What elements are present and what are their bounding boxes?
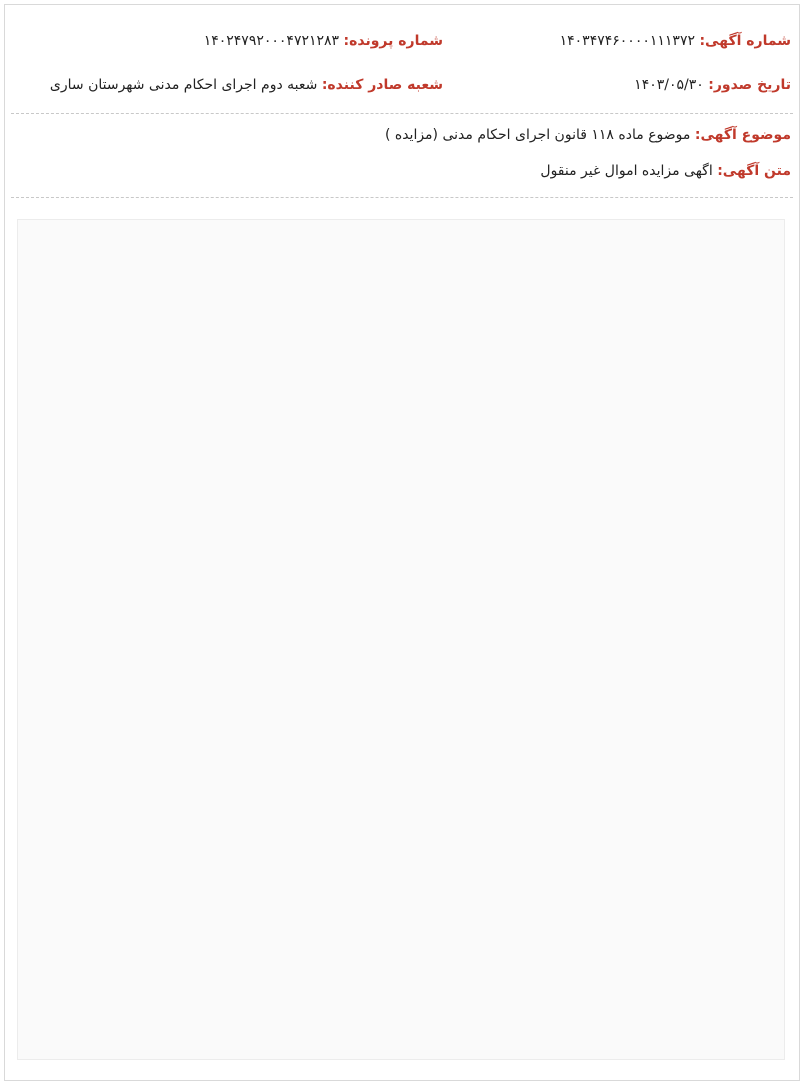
notice-text-row	[540, 163, 791, 179]
notice-text-label: متن آگهی:	[717, 163, 791, 179]
body-divider	[11, 197, 793, 198]
issuer-label: شعبه صادر کننده:	[321, 77, 443, 93]
notice-number-value: ۱۴۰۳۴۷۴۶۰۰۰۰۱۱۱۳۷۲	[559, 33, 695, 49]
file-number-label: شماره پرونده:	[343, 33, 443, 49]
notice-number-label: شماره آگهی:	[699, 33, 791, 49]
notice-document	[4, 4, 800, 1081]
issuer-value: شعبه دوم اجرای احکام مدنی شهرستان ساری	[49, 77, 318, 93]
issue-date-value: ۱۴۰۳/۰۵/۳۰	[634, 77, 704, 93]
issue-date-row	[634, 77, 791, 93]
issue-date-label: تاریخ صدور:	[708, 77, 791, 93]
notice-number-row	[560, 33, 791, 49]
subject-value: موضوع ماده ۱۱۸ قانون اجرای احکام مدنی (مزایده )	[384, 127, 691, 143]
issuer-row	[50, 77, 443, 93]
file-number-row	[204, 33, 443, 49]
notice-body-area	[17, 219, 785, 1060]
subject-row	[385, 127, 791, 143]
file-number-value: ۱۴۰۲۴۷۹۲۰۰۰۴۷۲۱۲۸۳	[203, 33, 340, 49]
header-divider	[11, 113, 793, 114]
notice-text-value: اگهی مزایده اموال غیر منقول	[540, 163, 713, 179]
subject-label: موضوع آگهی:	[694, 127, 791, 143]
